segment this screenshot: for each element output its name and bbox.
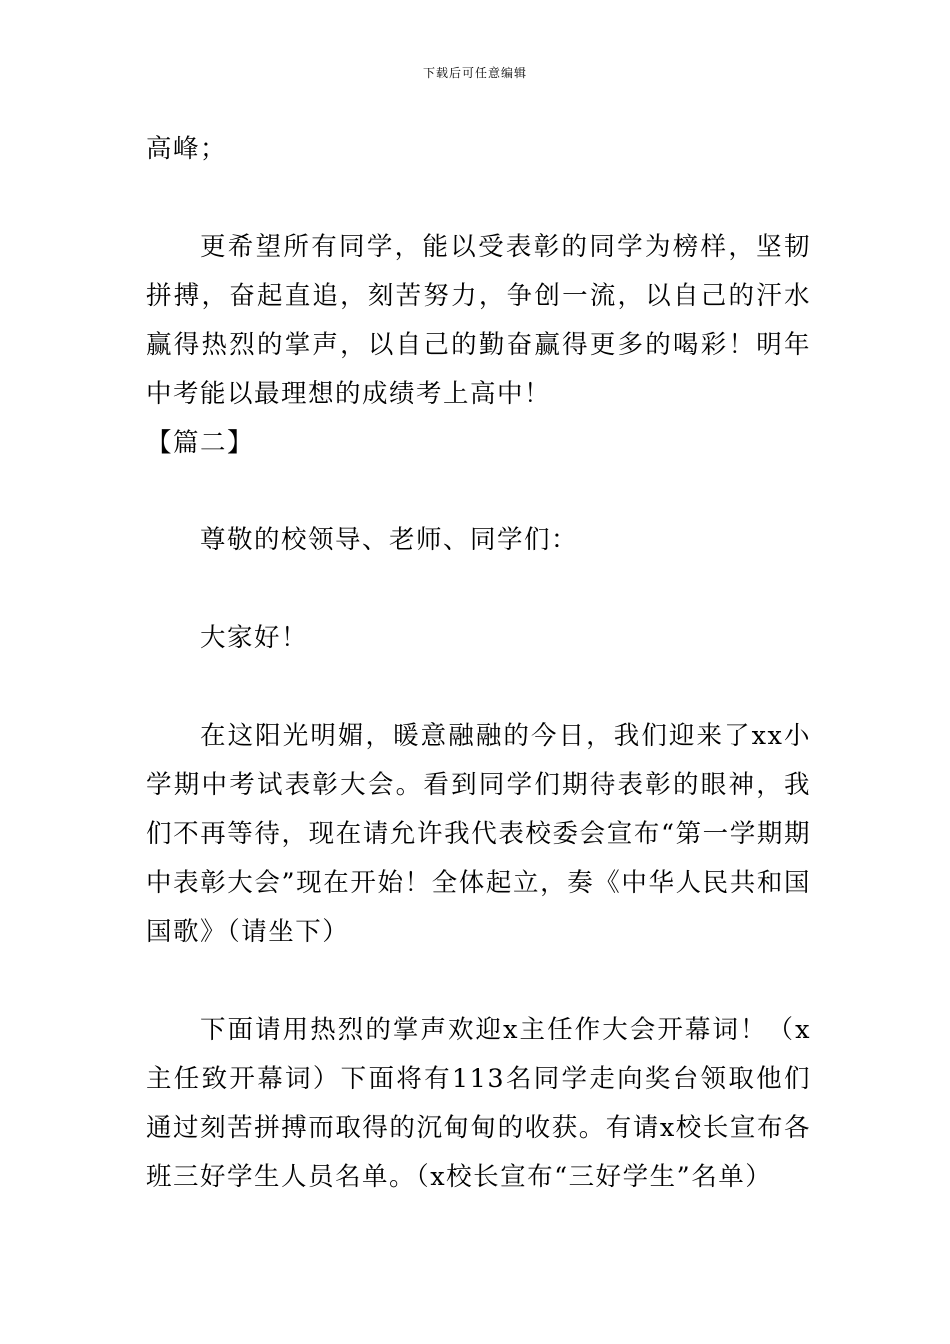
salutation: 尊敬的校领导、老师、同学们： <box>200 525 579 555</box>
paragraph-opening: 在这阳光明媚，暖意融融的今日，我们迎来了xx小学期中考试表彰大会。看到同学们期待表彰的眼神，我们不再等待，现在请允许我代表校委会宣布“第一学期期中表彰大会”现在开始！全体起立，奏《中华人民共和国国歌》（请坐下） <box>146 721 811 947</box>
paragraph-gap <box>146 174 811 223</box>
paragraph-1: 高峰； <box>146 134 228 164</box>
paragraph-gap <box>146 565 811 614</box>
paragraph-2: 更希望所有同学，能以受表彰的同学为榜样，坚韧拼搏，奋起直追，刻苦努力，争创一流，以自己的汗水赢得热烈的掌声，以自己的勤奋赢得更多的喝彩！明年中考能以最理想的成绩考上高中！ <box>146 232 811 409</box>
paragraph-gap <box>146 663 811 712</box>
paragraph-ceremony: 下面请用热烈的掌声欢迎x主任作大会开幕词！（x主任致开幕词）下面将有113名同学走向奖台领取他们通过刻苦拼搏而取得的沉甸甸的收获。有请x校长宣布各班三好学生人员名单。（x校长宣布“三好学生”名单） <box>146 1015 811 1192</box>
section-heading: 【篇二】 <box>146 428 255 458</box>
page-header: 下载后可任意编辑 <box>422 66 527 80</box>
paragraph-gap <box>146 467 811 516</box>
document-body <box>146 125 811 1202</box>
paragraph-gap <box>146 957 811 1006</box>
greeting: 大家好！ <box>200 623 309 653</box>
